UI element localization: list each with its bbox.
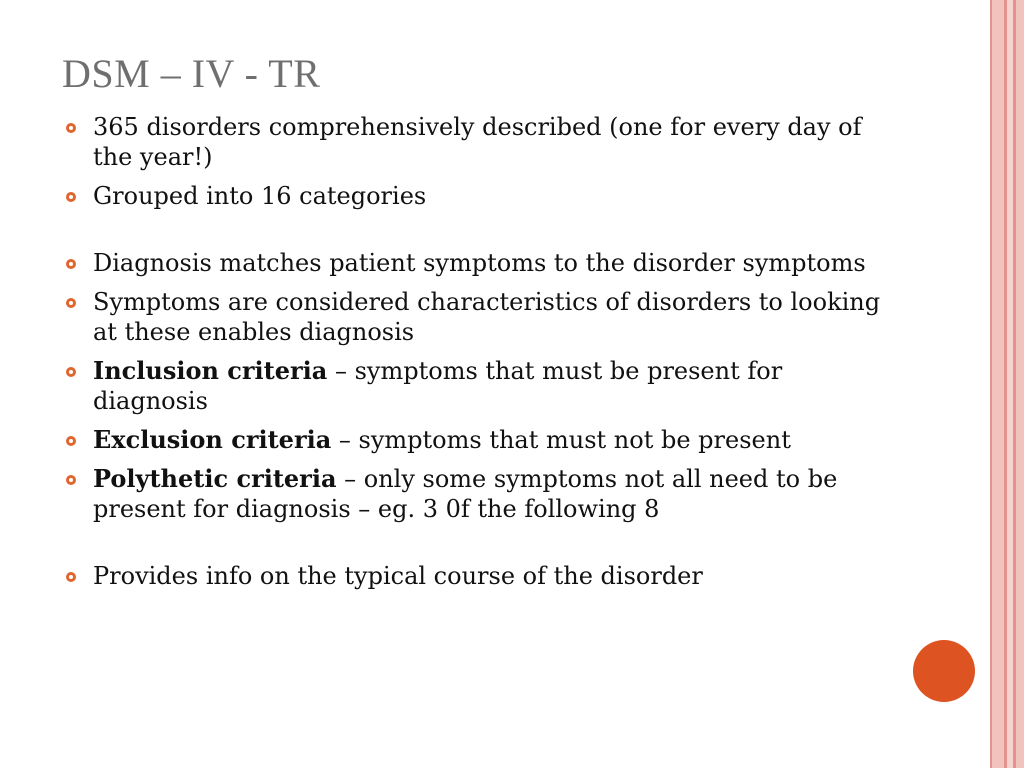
hollow-circle-icon [66, 436, 76, 446]
bullet-item [66, 561, 886, 591]
hollow-circle-icon [66, 475, 76, 485]
bullet-item [66, 356, 886, 416]
bullet-list [66, 112, 886, 600]
decorative-side-stripes [980, 0, 1024, 768]
bullet-text: – only some symptoms not all need to be present for diagnosis – eg. 3 0f the following 8 [93, 465, 838, 523]
bullet-text: Provides info on the typical course of the disorder [93, 562, 703, 590]
bullet-item [66, 425, 886, 455]
hollow-circle-icon [66, 298, 76, 308]
stripe [992, 0, 1004, 768]
bullet-item [66, 464, 886, 524]
bullet-item [66, 287, 886, 347]
bullet-term: Exclusion criteria [93, 425, 332, 454]
stripe [1004, 0, 1007, 768]
hollow-circle-icon [66, 123, 76, 133]
bullet-item [66, 181, 886, 211]
bullet-text: – symptoms that must not be present [331, 426, 791, 454]
orange-circle-decoration [913, 640, 975, 702]
stripe [1013, 0, 1016, 768]
hollow-circle-icon [66, 192, 76, 202]
bullet-text: Grouped into 16 categories [93, 182, 427, 210]
bullet-text: Symptoms are considered characteristics of disorders to looking at these enables diagnosis [93, 288, 881, 346]
bullet-text: Diagnosis matches patient symptoms to the disorder symptoms [93, 249, 866, 277]
bullet-text: 365 disorders comprehensively described (one for every day of the year!) [93, 113, 862, 171]
stripe [1007, 0, 1013, 768]
stripe [990, 0, 992, 768]
bullet-text: – symptoms that must be present for diagnosis [93, 357, 783, 415]
bullet-item [66, 112, 886, 172]
hollow-circle-icon [66, 572, 76, 582]
bullet-term: Inclusion criteria [93, 356, 328, 385]
bullet-item [66, 248, 886, 278]
bullet-term: Polythetic criteria [93, 464, 337, 493]
hollow-circle-icon [66, 367, 76, 377]
slide-title: DSM – IV - TR [62, 51, 321, 96]
hollow-circle-icon [66, 259, 76, 269]
stripe [1016, 0, 1024, 768]
